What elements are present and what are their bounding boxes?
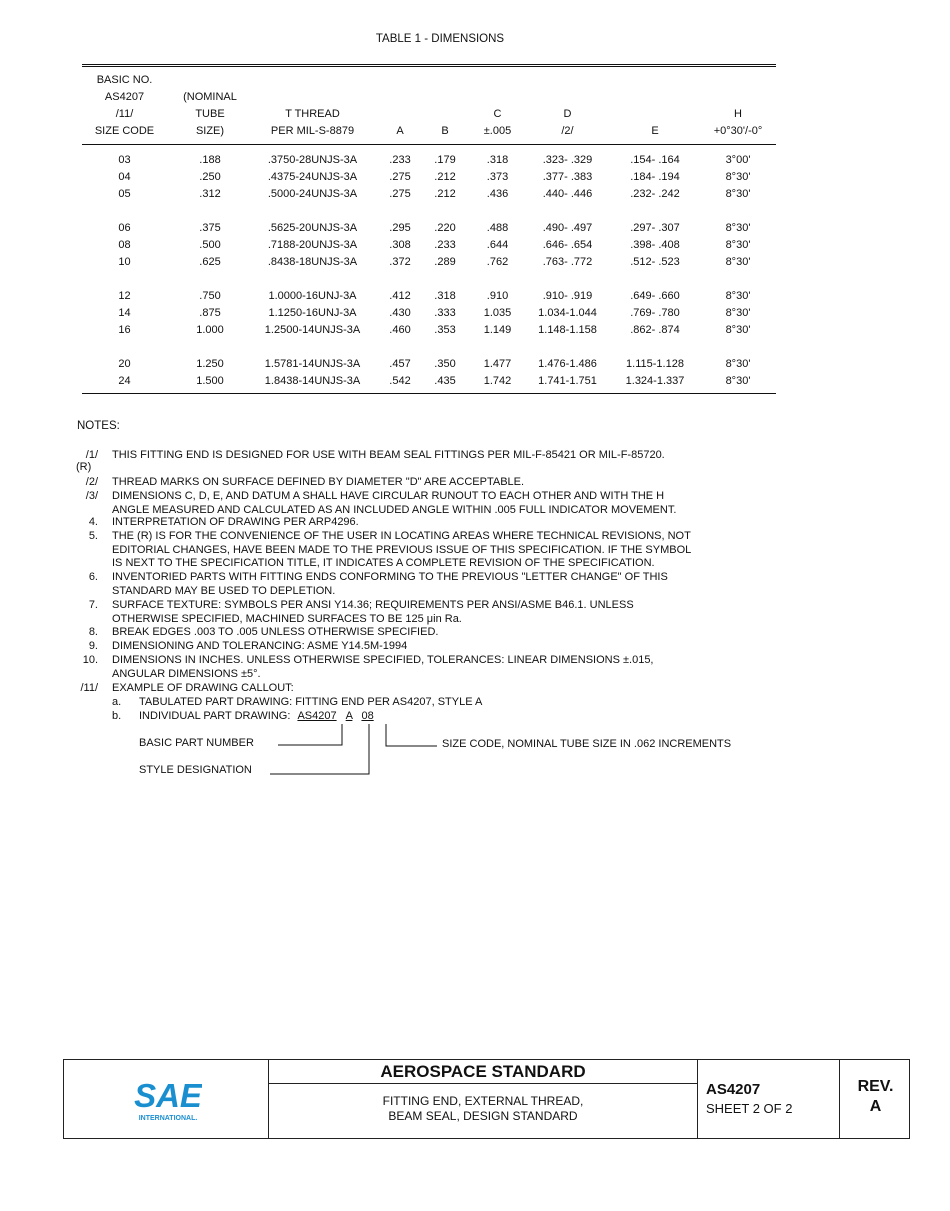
cell-code: 04 xyxy=(118,171,131,183)
basic-part-leader xyxy=(278,724,342,745)
cell-tube: .375 xyxy=(199,222,221,234)
cell-a: .275 xyxy=(389,188,411,200)
description-line2: BEAM SEAL, DESIGN STANDARD xyxy=(388,1109,578,1123)
cell-h: 8°30' xyxy=(725,188,751,200)
cell-b: .353 xyxy=(434,324,456,336)
note-text: EDITORIAL CHANGES, HAVE BEEN MADE TO THE PREVIOUS ISSUE OF THIS SPECIFICATION. IF THE SYMBOL xyxy=(112,543,692,556)
cell-c: .318 xyxy=(486,154,509,166)
note-number: 6. xyxy=(88,571,98,583)
notes-heading: NOTES: xyxy=(77,420,120,432)
cell-h: 3°00' xyxy=(725,154,751,166)
cell-e: 1.324-1.337 xyxy=(625,375,685,387)
cell-c: .488 xyxy=(486,222,509,234)
cell-thread: 1.5781-14UNJS-3A xyxy=(264,358,361,370)
table-title: TABLE 1 - DIMENSIONS xyxy=(375,33,505,45)
cell-code: 16 xyxy=(118,324,131,336)
header-d-line1: D xyxy=(563,108,572,120)
cell-d: 1.034-1.044 xyxy=(538,307,597,319)
header-thread-line2: PER MIL-S-8879 xyxy=(270,125,355,137)
note-number: 9. xyxy=(88,640,98,652)
header-d-line2: /2/ xyxy=(561,125,574,137)
cell-c: 1.742 xyxy=(483,375,512,387)
cell-thread: 1.1250-16UNJ-3A xyxy=(268,307,357,319)
cell-code: 06 xyxy=(118,222,131,234)
cell-e: .649- .660 xyxy=(630,290,680,302)
note-text: SURFACE TEXTURE: SYMBOLS PER ANSI Y14.36; REQUIREMENTS PER ANSI/ASME B46.1. UNLESS xyxy=(112,599,634,611)
cell-c: .910 xyxy=(486,290,509,302)
basic-part-number-label: BASIC PART NUMBER xyxy=(139,737,254,749)
callout-b-label: b. xyxy=(112,710,122,722)
size-code-label: SIZE CODE, NOMINAL TUBE SIZE IN .062 INCREMENTS xyxy=(442,738,732,750)
cell-a: .457 xyxy=(389,358,411,370)
cell-tube: 1.250 xyxy=(196,358,224,370)
callout-style: A xyxy=(345,710,353,722)
cell-e: .512- .523 xyxy=(630,256,680,268)
sae-logo-mark: SAE xyxy=(134,1077,202,1114)
note-number: /2/ xyxy=(85,476,98,488)
standard-title: AEROSPACE STANDARD xyxy=(269,1060,697,1084)
cell-code: 03 xyxy=(118,154,131,166)
note-text: STANDARD MAY BE USED TO DEPLETION. xyxy=(112,584,336,597)
cell-thread: .8438-18UNJS-3A xyxy=(267,256,358,268)
callout-a-text: TABULATED PART DRAWING: FITTING END PER AS4207, STYLE A xyxy=(139,696,483,708)
cell-thread: .5000-24UNJS-3A xyxy=(267,188,358,200)
cell-a: .372 xyxy=(389,256,411,268)
cell-b: .350 xyxy=(434,358,456,370)
cell-b: .333 xyxy=(434,307,456,319)
header-a: A xyxy=(396,125,404,137)
sae-logo-icon xyxy=(134,1074,202,1124)
revision-label: REV. xyxy=(857,1078,894,1095)
note-text: ANGLE MEASURED AND CALCULATED AS AN INCLUDED ANGLE WITHIN .005 FULL INDICATOR MOVEMENT. xyxy=(112,503,677,516)
note-number: 4. xyxy=(88,516,98,528)
cell-e: .232- .242 xyxy=(630,188,680,200)
cell-code: 10 xyxy=(118,256,131,268)
cell-b: .318 xyxy=(434,290,456,302)
rev-cell xyxy=(840,1060,911,1138)
cell-b: .220 xyxy=(434,222,456,234)
note-number: 10. xyxy=(82,654,98,666)
cell-d: .440- .446 xyxy=(542,188,593,200)
cell-b: .212 xyxy=(434,188,456,200)
header-h-line1: H xyxy=(734,108,742,120)
note-number: /1/ xyxy=(85,449,98,461)
cell-code: 12 xyxy=(118,290,131,302)
cell-a: .295 xyxy=(389,222,411,234)
note-text: DIMENSIONS IN INCHES. UNLESS OTHERWISE SPECIFIED, TOLERANCES: LINEAR DIMENSIONS ±.015, xyxy=(112,654,654,666)
header-tube-line3: SIZE) xyxy=(195,125,225,137)
cell-code: 08 xyxy=(118,239,131,251)
cell-c: 1.149 xyxy=(483,324,512,336)
cell-h: 8°30' xyxy=(725,358,751,370)
cell-thread: .3750-28UNJS-3A xyxy=(267,154,358,166)
cell-thread: .5625-20UNJS-3A xyxy=(267,222,358,234)
note-number: 7. xyxy=(88,599,98,611)
header-basic-line4: SIZE CODE xyxy=(94,125,155,137)
note-text: BREAK EDGES .003 TO .005 UNLESS OTHERWISE SPECIFIED. xyxy=(112,626,439,638)
cell-h: 8°30' xyxy=(725,375,751,387)
cell-h: 8°30' xyxy=(725,239,751,251)
size-code-leader xyxy=(386,724,437,746)
title-block xyxy=(63,1059,910,1139)
cell-thread: .7188-20UNJS-3A xyxy=(267,239,358,251)
cell-code: 20 xyxy=(118,358,131,370)
cell-b: .179 xyxy=(434,154,456,166)
cell-a: .412 xyxy=(389,290,411,302)
note-text: EXAMPLE OF DRAWING CALLOUT: xyxy=(112,682,294,694)
cell-thread: 1.0000-16UNJ-3A xyxy=(268,290,357,302)
callout-size: 08 xyxy=(361,710,374,722)
header-thread-line1: T THREAD xyxy=(285,108,340,120)
revision xyxy=(840,1077,911,1117)
cell-h: 8°30' xyxy=(725,256,751,268)
cell-d: .763- .772 xyxy=(542,256,593,268)
note-text: INVENTORIED PARTS WITH FITTING ENDS CONFORMING TO THE PREVIOUS "LETTER CHANGE" OF THIS xyxy=(112,571,668,583)
cell-code: 14 xyxy=(118,307,131,319)
cell-tube: .875 xyxy=(199,307,221,319)
cell-thread: .4375-24UNJS-3A xyxy=(267,171,358,183)
logo-cell xyxy=(64,1060,269,1138)
cell-h: 8°30' xyxy=(725,324,751,336)
style-designation-label: STYLE DESIGNATION xyxy=(139,764,252,776)
cell-tube: .750 xyxy=(199,290,221,302)
cell-e: .297- .307 xyxy=(630,222,680,234)
cell-d: .490- .497 xyxy=(542,222,593,234)
cell-tube: .188 xyxy=(199,154,221,166)
header-c-line2: ±.005 xyxy=(483,125,512,137)
cell-tube: .625 xyxy=(199,256,221,268)
note-text: DIMENSIONING AND TOLERANCING: ASME Y14.5M-1994 xyxy=(112,640,408,652)
header-basic-line3: /11/ xyxy=(115,108,134,120)
cell-tube: 1.000 xyxy=(196,324,224,336)
sae-logo-subtext: INTERNATIONAL. xyxy=(138,1115,198,1122)
cell-code: 24 xyxy=(118,375,131,387)
cell-e: .862- .874 xyxy=(630,324,680,336)
cell-c: .436 xyxy=(486,188,509,200)
cell-d: 1.148-1.158 xyxy=(538,324,597,336)
cell-e: .769- .780 xyxy=(630,307,680,319)
doc-cell xyxy=(698,1060,840,1138)
cell-h: 8°30' xyxy=(725,171,751,183)
cell-h: 8°30' xyxy=(725,307,751,319)
callout-a-label: a. xyxy=(112,696,122,708)
cell-d: .377- .383 xyxy=(542,171,593,183)
note-text: THREAD MARKS ON SURFACE DEFINED BY DIAMETER "D" ARE ACCEPTABLE. xyxy=(112,476,525,488)
note-number: /3/ xyxy=(85,490,98,502)
cell-d: .646- .654 xyxy=(542,239,593,251)
cell-d: .910- .919 xyxy=(542,290,593,302)
header-basic-line2: AS4207 xyxy=(104,91,145,103)
cell-a: .233 xyxy=(389,154,411,166)
cell-b: .212 xyxy=(434,171,456,183)
note-text: INTERPRETATION OF DRAWING PER ARP4296. xyxy=(112,516,359,528)
cell-tube: .312 xyxy=(199,188,221,200)
cell-a: .542 xyxy=(389,375,411,387)
sheet-number: SHEET 2 OF 2 xyxy=(706,1101,793,1116)
cell-a: .460 xyxy=(389,324,411,336)
header-b: B xyxy=(441,125,449,137)
style-leader xyxy=(270,724,369,774)
note-text: DIMENSIONS C, D, E, AND DATUM A SHALL HAVE CIRCULAR RUNOUT TO EACH OTHER AND WITH THE H xyxy=(112,490,665,502)
cell-tube: 1.500 xyxy=(196,375,224,387)
cell-a: .275 xyxy=(389,171,411,183)
cell-b: .435 xyxy=(434,375,456,387)
title-cell xyxy=(269,1060,698,1138)
note-text: IS NEXT TO THE SPECIFICATION TITLE, IT INDICATES A COMPLETE REVISION OF THE SPECIFICATION. xyxy=(112,557,655,570)
cell-e: 1.115-1.128 xyxy=(626,358,684,370)
cell-thread: 1.8438-14UNJS-3A xyxy=(264,375,361,387)
cell-code: 05 xyxy=(118,188,131,200)
document-number: AS4207 xyxy=(706,1081,761,1098)
cell-d: 1.476-1.486 xyxy=(538,358,597,370)
cell-c: 1.477 xyxy=(483,358,512,370)
note-text: ANGULAR DIMENSIONS ±5°. xyxy=(112,667,261,680)
cell-thread: 1.2500-14UNJS-3A xyxy=(264,324,361,336)
cell-b: .289 xyxy=(434,256,456,268)
header-e: E xyxy=(651,125,659,137)
cell-b: .233 xyxy=(434,239,456,251)
cell-c: .762 xyxy=(486,256,509,268)
cell-c: .644 xyxy=(486,239,509,251)
note-number: /11/ xyxy=(80,682,98,694)
cell-a: .308 xyxy=(389,239,411,251)
header-c-line1: C xyxy=(493,108,502,120)
cell-c: .373 xyxy=(486,171,509,183)
revision-value: A xyxy=(869,1098,882,1115)
cell-e: .184- .194 xyxy=(630,171,680,183)
cell-e: .398- .408 xyxy=(630,239,680,251)
cell-e: .154- .164 xyxy=(630,154,680,166)
callout-b-prefix: INDIVIDUAL PART DRAWING: xyxy=(139,710,291,722)
cell-tube: .500 xyxy=(199,239,221,251)
cell-tube: .250 xyxy=(199,171,221,183)
note-text: THIS FITTING END IS DESIGNED FOR USE WITH BEAM SEAL FITTINGS PER MIL-F-85421 OR MIL-F-85720. xyxy=(112,449,665,461)
header-h-line2: +0°30'/-0° xyxy=(713,125,763,137)
cell-d: .323- .329 xyxy=(542,154,593,166)
note-number: 5. xyxy=(88,530,98,542)
note-text: OTHERWISE SPECIFIED, MACHINED SURFACES TO BE 125 μin Ra. xyxy=(112,612,462,625)
note-text: THE (R) IS FOR THE CONVENIENCE OF THE USER IN LOCATING AREAS WHERE TECHNICAL REVISIONS, NOT xyxy=(112,530,691,542)
description-line1: FITTING END, EXTERNAL THREAD, xyxy=(382,1094,584,1108)
cell-h: 8°30' xyxy=(725,222,751,234)
cell-a: .430 xyxy=(389,307,411,319)
standard-description xyxy=(269,1094,697,1124)
cell-h: 8°30' xyxy=(725,290,751,302)
header-basic-line1: BASIC NO. xyxy=(96,74,153,86)
cell-d: 1.741-1.751 xyxy=(538,375,597,387)
revision-mark: (R) xyxy=(76,461,92,473)
header-tube-line1: (NOMINAL xyxy=(183,91,237,103)
cell-c: 1.035 xyxy=(483,307,512,319)
header-tube-line2: TUBE xyxy=(195,108,225,120)
callout-part-number: AS4207 xyxy=(297,710,337,722)
note-number: 8. xyxy=(88,626,98,638)
